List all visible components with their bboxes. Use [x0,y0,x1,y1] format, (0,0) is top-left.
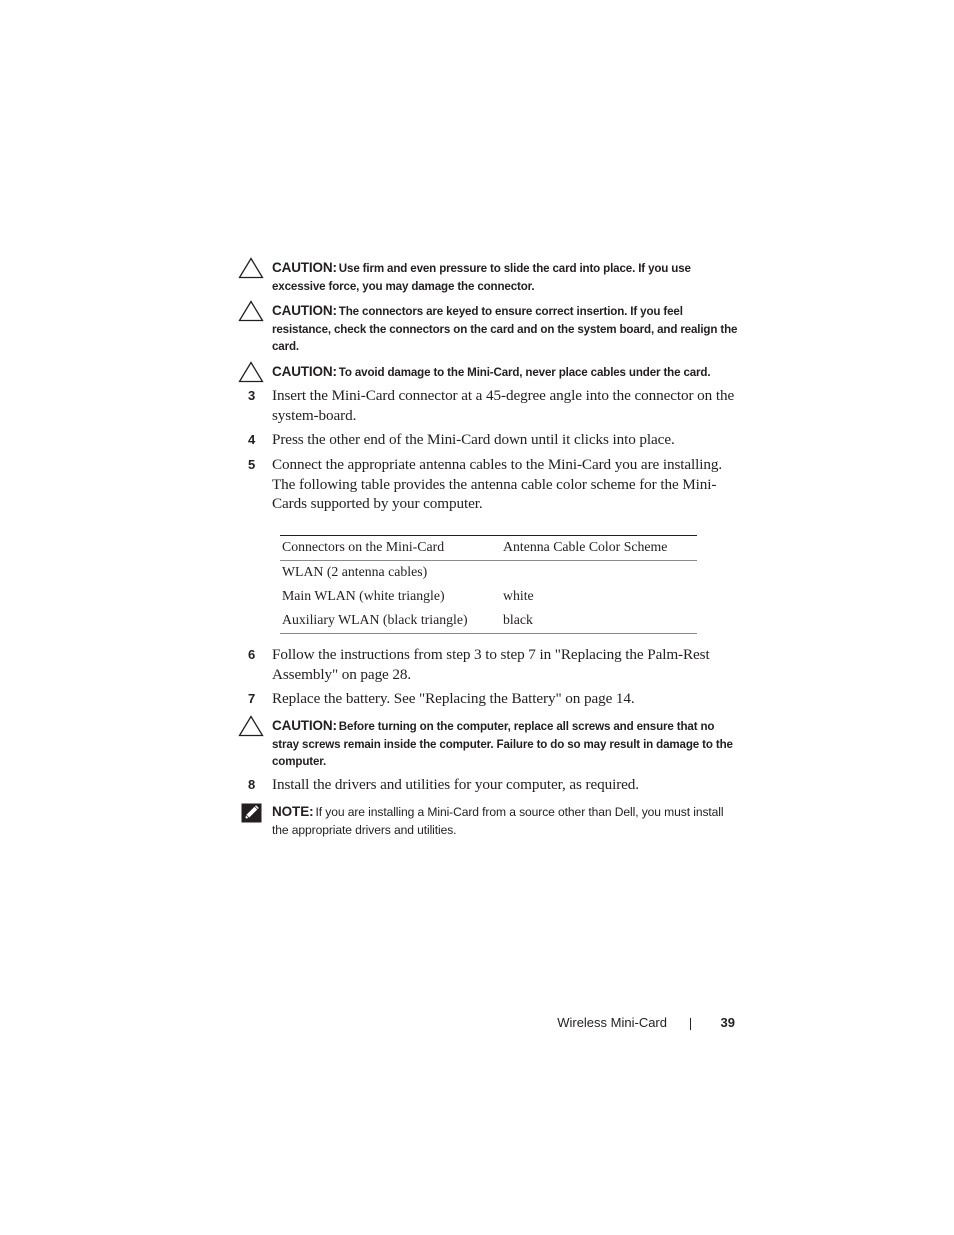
caution-text: The connectors are keyed to ensure correct insertion. If you feel resistance, check the connectors on the card and on the system board, and realign the card. [272,305,738,353]
caution-text: Use firm and even pressure to slide the card into place. If you use excessive force, you may damage the connector. [272,262,691,293]
caution-triangle-icon [238,361,264,383]
footer-chapter-title: Wireless Mini-Card [557,1015,667,1030]
step-4 [248,430,740,450]
table-cell-color: white [503,588,534,603]
table-group-label: WLAN (2 antenna cables) [282,564,428,579]
table-bottom-rule [280,633,697,634]
caution-label: CAUTION: [272,364,337,379]
note [238,803,738,839]
step-number: 4 [248,432,256,447]
step-number: 6 [248,647,256,662]
caution-text: To avoid damage to the Mini-Card, never place cables under the card. [338,366,711,379]
caution-label: CAUTION: [272,303,337,318]
table-cell-color: black [503,612,533,627]
table-cell-connector: Auxiliary WLAN (black triangle) [282,612,468,627]
caution-1 [238,259,738,295]
step-text: Press the other end of the Mini-Card down until it clicks into place. [272,431,675,448]
step-number: 8 [248,777,256,792]
table-row [280,585,697,609]
note-pencil-icon [241,803,262,823]
table-cell-connector: Main WLAN (white triangle) [282,588,445,603]
step-text: Follow the instructions from step 3 to step 7 in "Replacing the Palm-Rest Assembly" on page 28. [272,646,710,683]
caution-label: CAUTION: [272,718,337,733]
step-text: Install the drivers and utilities for your computer, as required. [272,776,639,793]
page-footer [540,1015,735,1035]
step-8 [248,775,740,795]
caution-triangle-icon [238,300,264,322]
step-7 [248,689,740,709]
step-number: 3 [248,388,256,403]
caution-triangle-icon [238,715,264,737]
table-row [280,609,697,633]
caution-2 [238,302,738,356]
page-number: 39 [720,1015,735,1030]
note-text: If you are installing a Mini-Card from a source other than Dell, you must install the appropriate drivers and utilities. [272,805,724,837]
step-number: 7 [248,691,256,706]
note-label: NOTE: [272,804,314,819]
step-text: Connect the appropriate antenna cables to the Mini-Card you are installing. The following table provides the antenna cable color scheme for the Mini-Cards supported by your computer. [272,456,723,512]
caution-label: CAUTION: [272,260,337,275]
step-6 [248,645,740,684]
footer-separator [690,1018,691,1030]
table-header-row [280,536,697,560]
antenna-cable-table [280,535,697,634]
table-header-color-scheme: Antenna Cable Color Scheme [503,539,668,554]
step-text: Insert the Mini-Card connector at a 45-degree angle into the connector on the system-board. [272,387,735,424]
table-header-connectors: Connectors on the Mini-Card [282,539,445,554]
table-group-row [280,561,697,585]
step-text: Replace the battery. See "Replacing the Battery" on page 14. [272,690,635,707]
caution-text: Before turning on the computer, replace all screws and ensure that no stray screws remain inside the computer. Failure to do so may result in damage to the computer. [272,720,733,768]
step-number: 5 [248,457,256,472]
step-3 [248,386,740,425]
caution-triangle-icon [238,257,264,279]
caution-3 [238,363,738,382]
caution-4 [238,717,738,771]
step-5 [248,455,740,514]
